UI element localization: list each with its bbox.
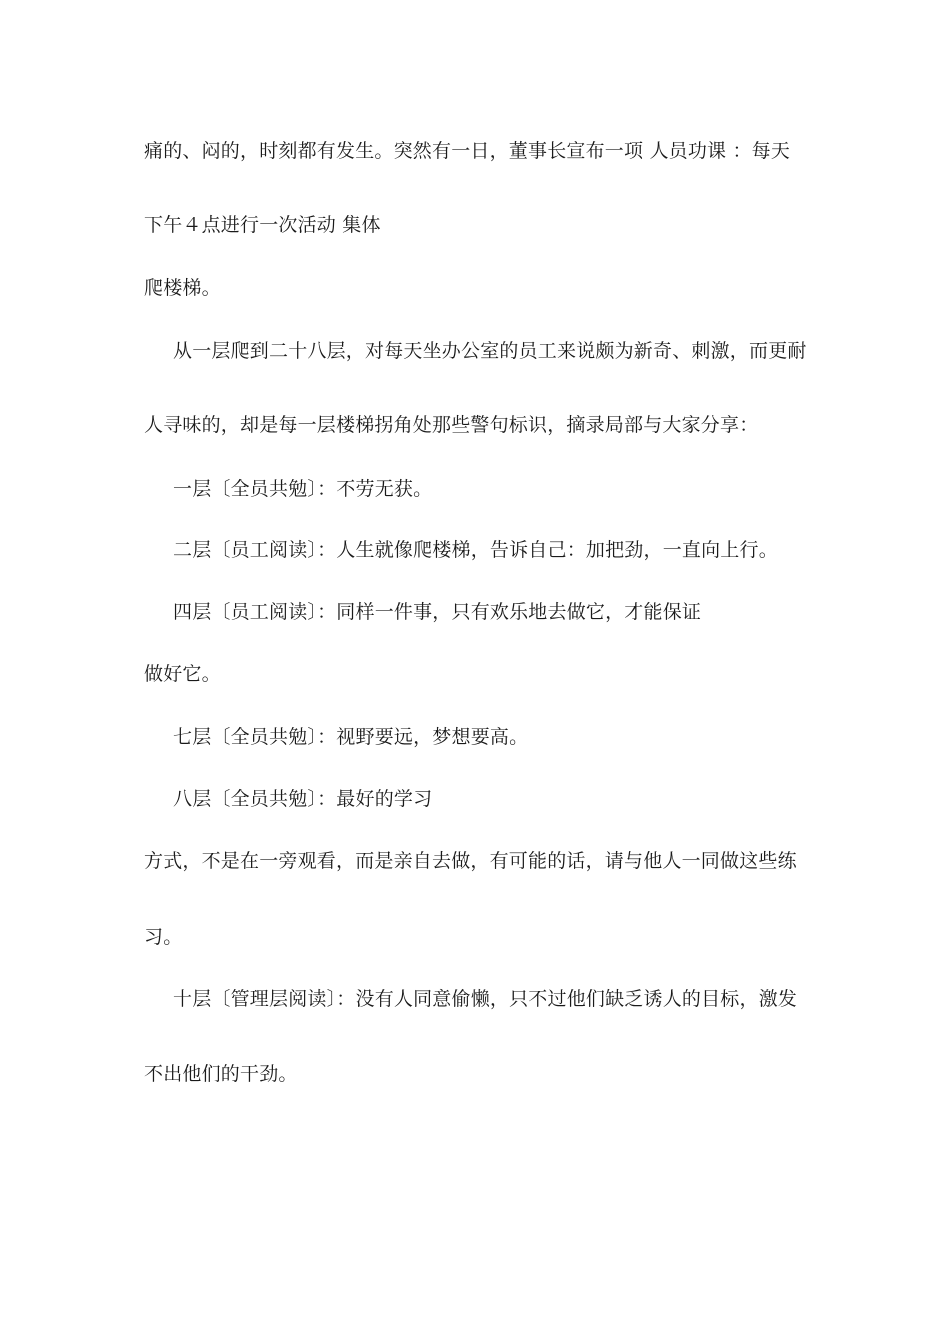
text-line: 八层〔全员共勉〕：最好的学习 (173, 788, 433, 810)
text-line: 七层〔全员共勉〕：视野要远，梦想要高。 (173, 726, 529, 748)
text-line: 二层〔员工阅读〕：人生就像爬楼梯，告诉自己：加把劲，一直向上行。 (173, 539, 778, 561)
text-line: 下午４点进行一次活动 集体 (144, 214, 381, 236)
text-line: 习。 (144, 926, 183, 948)
text-line: 十层〔管理层阅读〕：没有人同意偷懒，只不过他们缺乏诱人的目标，激发 (173, 988, 798, 1010)
text-line: 四层〔员工阅读〕：同样一件事，只有欢乐地去做它，才能保证 (173, 601, 702, 623)
text-line: 从一层爬到二十八层，对每天坐办公室的员工来说颇为新奇、刺激，而更耐 (173, 340, 807, 362)
text-line: 做好它。 (144, 663, 221, 685)
text-line: 方式，不是在一旁观看，而是亲自去做，有可能的话，请与他人一同做这些练 (144, 850, 797, 872)
text-line: 痛的、闷的，时刻都有发生。突然有一日，董事长宣布一项 人员功课 ：每天 (144, 140, 791, 162)
text-line: 不出他们的干劲。 (144, 1063, 298, 1085)
text-line: 一层〔全员共勉〕：不劳无获。 (173, 478, 433, 500)
text-line: 爬楼梯。 (144, 277, 221, 299)
text-line: 人寻味的，却是每一层楼梯拐角处那些警句标识，摘录局部与大家分享： (144, 414, 759, 436)
